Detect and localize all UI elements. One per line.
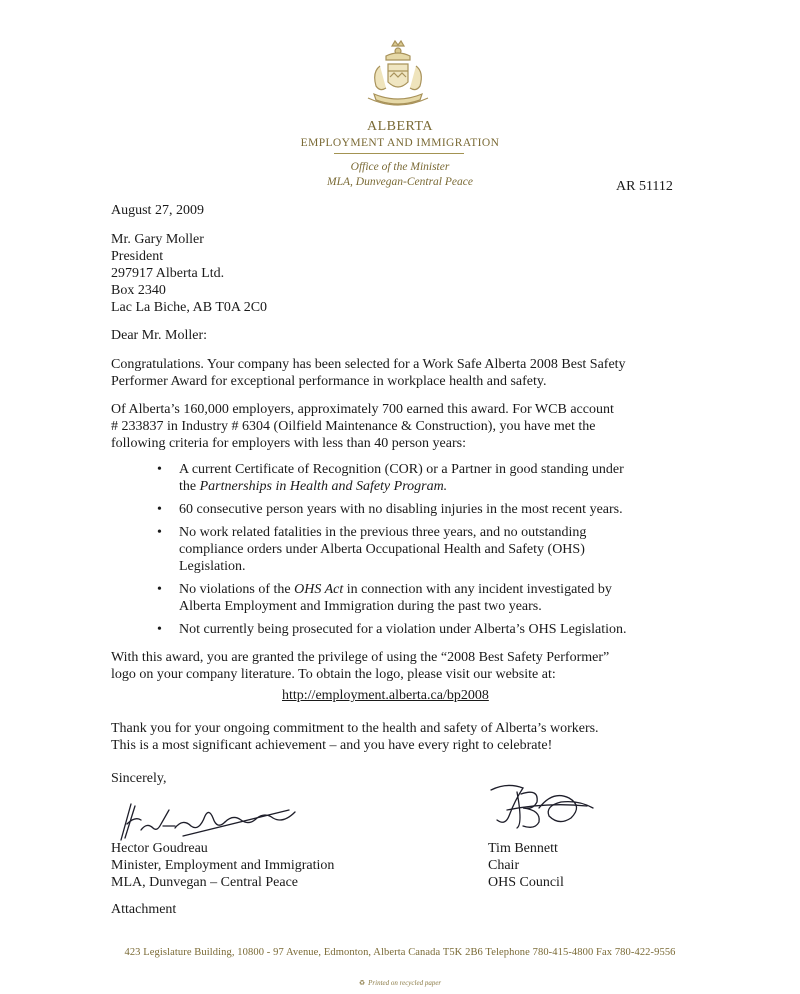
letterhead-department: EMPLOYMENT AND IMMIGRATION (300, 137, 500, 149)
bullet-icon: • (157, 582, 162, 597)
letterhead-mla: MLA, Dunvegan-Central Peace (327, 176, 473, 188)
list-item-line: Not currently being prosecuted for a violation under Alberta’s OHS Legislation. (179, 622, 627, 637)
recipient-company: 297917 Alberta Ltd. (111, 266, 225, 281)
paragraph-line: Thank you for your ongoing commitment to the health and safety of Alberta’s workers. (111, 721, 599, 736)
letter-date: August 27, 2009 (111, 203, 204, 218)
letterhead-divider (334, 153, 464, 154)
recycled-text: Printed on recycled paper (368, 979, 442, 987)
signature-block-minister (111, 840, 334, 891)
paragraph-line: logo on your company literature. To obtain the logo, please visit our website at: (111, 667, 556, 682)
paragraph-line: Congratulations. Your company has been selected for a Work Safe Alberta 2008 Best Safety (111, 357, 626, 372)
bullet-icon: • (157, 462, 162, 477)
paragraph-line: This is a most significant achievement – and you have every right to celebrate! (111, 738, 553, 753)
paragraph-criteria-intro (111, 401, 711, 452)
signer-title: Chair (488, 858, 520, 873)
signature-hector-goudreau (113, 796, 303, 842)
list-item (157, 461, 697, 495)
paragraph-logo-privilege (111, 649, 711, 683)
recipient-title: President (111, 249, 164, 264)
recycle-icon: ♻ (358, 979, 366, 987)
paragraph-line: # 233837 in Industry # 6304 (Oilfield Maintenance & Construction), you have met the (111, 419, 596, 434)
recycled-note (0, 979, 800, 987)
bullet-icon: • (157, 502, 162, 517)
signer-name: Hector Goudreau (111, 841, 208, 856)
list-item-line (179, 478, 697, 495)
paragraph-line: Of Alberta’s 160,000 employers, approximately 700 earned this award. For WCB account (111, 402, 614, 417)
list-item-line: Alberta Employment and Immigration during the past two years. (179, 599, 542, 614)
list-item-line (179, 581, 697, 598)
paragraph-thanks (111, 720, 711, 754)
signature-block-chair (488, 840, 564, 891)
bullet-icon: • (157, 525, 162, 540)
reference-number: AR 51112 (616, 179, 673, 194)
list-item (157, 501, 697, 518)
website-link[interactable]: http://employment.alberta.ca/bp2008 (282, 688, 489, 703)
recipient-address (111, 231, 267, 316)
program-name: Partnerships in Health and Safety Program. (199, 479, 448, 494)
paragraph-congratulations (111, 356, 711, 390)
list-item-text: in connection with any incident investigated by (343, 582, 612, 597)
list-item-text: No violations of the (179, 582, 295, 597)
list-item (157, 621, 697, 638)
list-item-line: A current Certificate of Recognition (COR) or a Partner in good standing under (179, 462, 624, 477)
alberta-crest-icon (350, 38, 446, 114)
bullet-icon: • (157, 622, 162, 637)
recipient-city: Lac La Biche, AB T0A 2C0 (111, 300, 268, 315)
signature-tim-bennett (487, 780, 597, 832)
criteria-list (157, 461, 697, 644)
list-item-line: Legislation. (179, 559, 246, 574)
signer-name: Tim Bennett (488, 841, 558, 856)
letterhead-name: ALBERTA (366, 119, 434, 134)
paragraph-line: With this award, you are granted the privilege of using the “2008 Best Safety Performer” (111, 650, 610, 665)
list-item (157, 524, 697, 575)
list-item-text: the (179, 479, 200, 494)
signer-org: OHS Council (488, 875, 564, 890)
list-item-line: compliance orders under Alberta Occupational Health and Safety (OHS) (179, 542, 585, 557)
signer-title: Minister, Employment and Immigration (111, 858, 335, 873)
recipient-box: Box 2340 (111, 283, 166, 298)
list-item (157, 581, 697, 615)
signer-mla: MLA, Dunvegan – Central Peace (111, 875, 298, 890)
attachment-note: Attachment (111, 902, 177, 917)
paragraph-line: Performer Award for exceptional performance in workplace health and safety. (111, 374, 547, 389)
recipient-name: Mr. Gary Moller (111, 232, 204, 247)
act-name: OHS Act (294, 582, 344, 597)
closing: Sincerely, (111, 771, 167, 786)
list-item-line: No work related fatalities in the previous three years, and no outstanding (179, 525, 587, 540)
salutation: Dear Mr. Moller: (111, 328, 208, 343)
letterhead-office: Office of the Minister (350, 161, 450, 173)
list-item-line: 60 consecutive person years with no disabling injuries in the most recent years. (179, 502, 623, 517)
letterhead-footer: 423 Legislature Building, 10800 - 97 Avenue, Edmonton, Alberta Canada T5K 2B6 Telephone 780-415-4800 Fax 780-422-9556 (124, 947, 676, 958)
paragraph-line: following criteria for employers with less than 40 person years: (111, 436, 466, 451)
